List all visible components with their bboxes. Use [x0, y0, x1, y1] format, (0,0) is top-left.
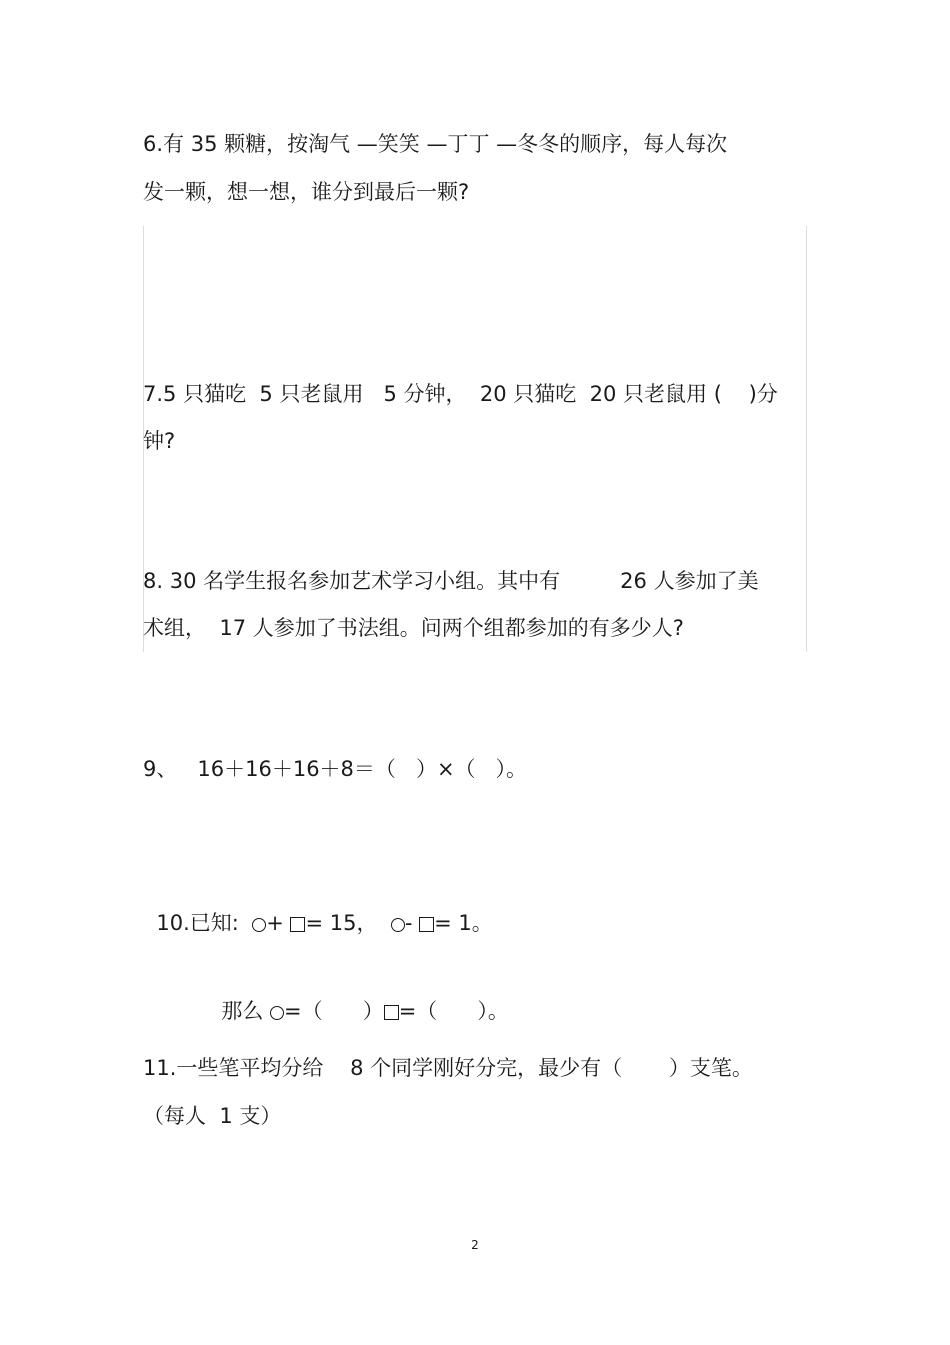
question-9: 9、 16＋16＋16＋8＝（ ）×（ ）。	[143, 757, 528, 781]
square-answer-blank: =（ ）。	[398, 999, 509, 1023]
square-symbol-icon	[290, 917, 305, 932]
circle-symbol-icon	[391, 918, 405, 932]
question-8-line-1: 8. 30 名学生报名参加艺术学习小组。其中有 26 人参加了美	[143, 569, 759, 593]
question-8-line-2: 术组， 17 人参加了书法组。问两个组都参加的有多少人?	[143, 616, 684, 640]
square-symbol-icon	[419, 917, 434, 932]
then-prefix: 那么	[221, 999, 271, 1023]
question-10-prefix: 10.已知:	[156, 911, 253, 935]
question-10-then	[208, 966, 509, 1026]
question-6-line-1: 6.有 35 颗糖，按淘气 —笑笑 —丁丁 —冬冬的顺序，每人每次	[143, 132, 728, 156]
equation-1-result: = 15，	[305, 911, 391, 935]
question-11-line-1: 11.一些笔平均分给 8 个同学刚好分完，最少有（ ）支笔。	[143, 1056, 753, 1080]
question-11-line-2: （每人 1 支）	[143, 1104, 282, 1128]
question-10-given	[143, 878, 493, 938]
circle-symbol-icon	[252, 918, 266, 932]
plus-sign: +	[266, 911, 291, 935]
page-number: 2	[471, 1238, 479, 1252]
equation-2-result: = 1。	[434, 911, 493, 935]
circle-answer-blank: =（ ）	[284, 999, 384, 1023]
question-6-line-2: 发一颗，想一想，谁分到最后一颗?	[143, 180, 470, 204]
circle-symbol-icon	[270, 1006, 284, 1020]
question-7-line-1: 7.5 只猫吃 5 只老鼠用 5 分钟， 20 只猫吃 20 只老鼠用 ( )分	[143, 382, 778, 406]
right-rule	[806, 226, 807, 652]
square-symbol-icon	[384, 1005, 399, 1020]
minus-sign: -	[404, 911, 420, 935]
question-7-line-2: 钟?	[143, 429, 176, 453]
